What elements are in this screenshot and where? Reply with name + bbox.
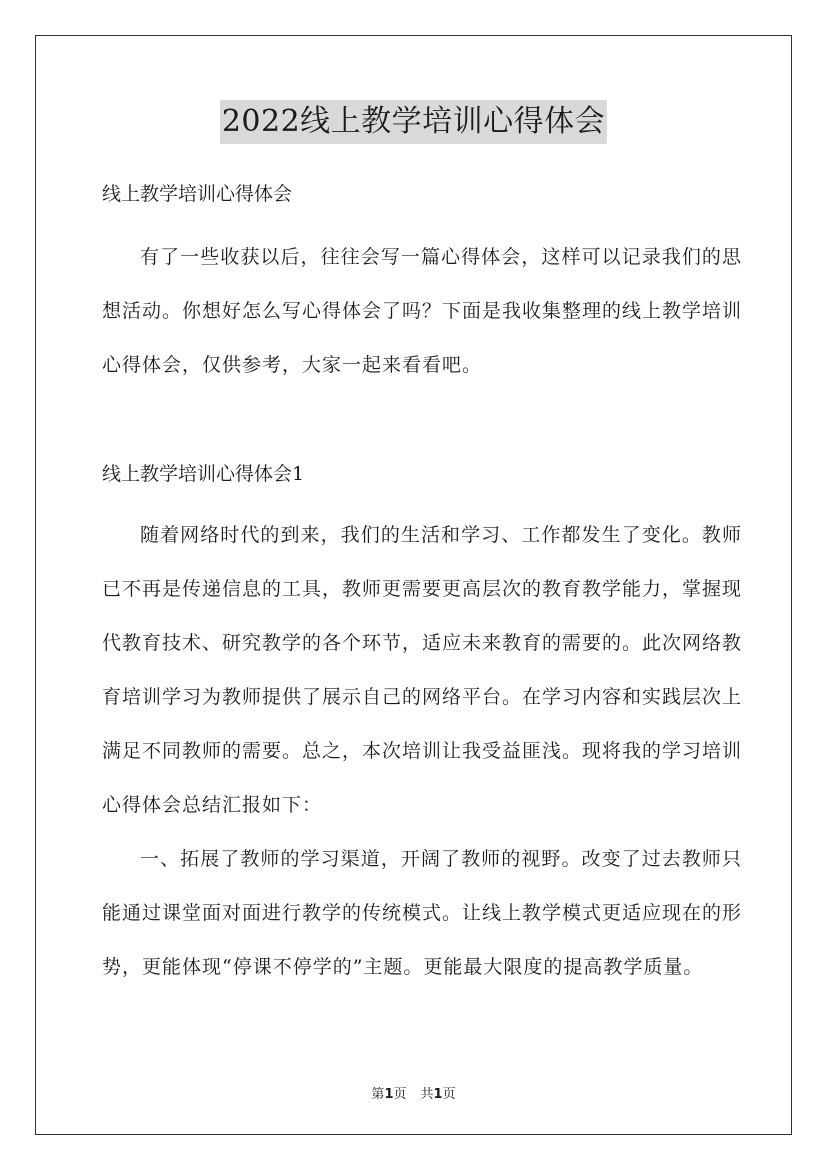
section-paragraph: 一、拓展了教师的学习渠道，开阔了教师的视野。改变了过去教师只能通过课堂面对面进行教学的传统模式。让线上教学模式更适应现在的形势，更能体现“停课不停学的”主题。更能最大限度的提高教学质量。 (102, 848, 743, 978)
spacer (102, 392, 742, 456)
intro-heading: 线上教学培训心得体会 (102, 183, 293, 205)
document-body (102, 176, 742, 994)
spacer (102, 212, 742, 230)
page-unit: 页 (393, 1087, 407, 1102)
page-total: 1 (433, 1087, 443, 1102)
section-heading: 线上教学培训心得体会1 (102, 463, 305, 485)
intro-paragraph: 有了一些收获以后，往往会写一篇心得体会，这样可以记录我们的思想活动。你想好怎么写心得体会了吗？下面是我收集整理的线上教学培训心得体会，仅供参考，大家一起来看看吧。 (102, 246, 743, 376)
spacer (102, 492, 742, 508)
section-paragraph: 随着网络时代的到来，我们的生活和学习、工作都发生了变化。教师已不再是传递信息的工具，教师更需要更高层次的教育教学能力，掌握现代教育技术、研究教学的各个环节，适应未来教育的需要的。此次网络教育培训学习为教师提供了展示自己的网络平台。在学习内容和实践层次上满足不同教师的需要。总之，本次培训让我受益匪浅。现将我的学习培训心得体会总结汇报如下： (102, 524, 743, 816)
document-title: 2022线上教学培训心得体会 (220, 100, 607, 144)
total-unit: 页 (442, 1087, 456, 1102)
title-container (0, 100, 827, 144)
page-prefix: 第 (371, 1087, 385, 1102)
total-prefix: 共 (420, 1087, 434, 1102)
page-footer (0, 1083, 827, 1102)
page-current: 1 (384, 1087, 394, 1102)
